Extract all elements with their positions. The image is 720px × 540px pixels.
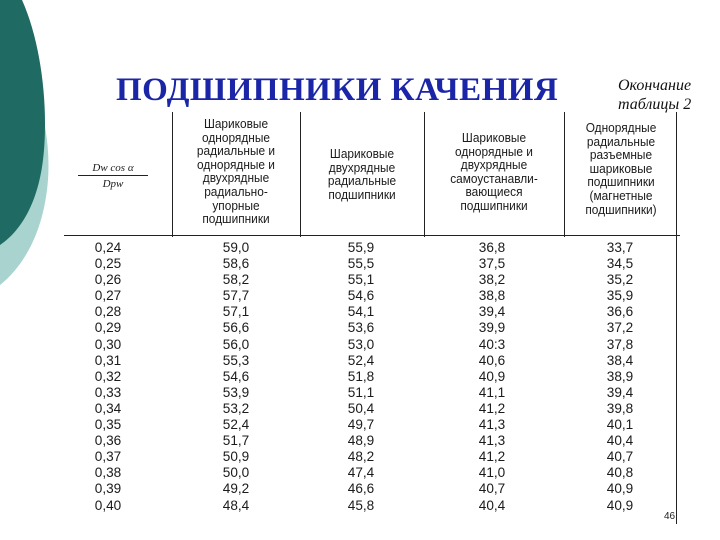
value-cell: 57,7 [222,288,250,304]
value-cell: 40,4 [478,497,506,513]
ratio-cell: 0,34 [94,400,122,416]
value-cell: 39,4 [606,384,634,400]
value-cell: 51,1 [347,384,375,400]
value-cell: 54,1 [347,304,375,320]
header-line: подшипники [202,212,270,227]
value-cell: 51,7 [222,433,250,449]
continuation-line-1: Окончание [618,77,692,94]
column-divider [172,112,173,237]
ratio-cell: 0,26 [94,272,122,288]
value-cell: 54,6 [222,368,250,384]
value-cell: 41,3 [478,433,506,449]
value-cell: 33,7 [606,240,634,255]
value-cell: 56,6 [222,320,250,336]
value-cell: 36,8 [478,240,506,255]
value-cell: 53,6 [347,320,375,336]
column-divider [564,112,565,237]
header-line: двухрядные [460,158,528,173]
value-cell: 41,1 [478,384,506,400]
value-cell: 58,2 [222,272,250,288]
ratio-cell: 0,36 [94,433,122,449]
header-line: (магнетные [589,188,653,203]
header-line: разъемные [589,148,653,163]
value-cell: 48,9 [347,433,375,449]
value-cell: 40,7 [606,449,634,465]
header-line: двухрядные [328,160,396,175]
value-cell: 40,4 [606,433,634,449]
ratio-cell: 0,32 [94,368,122,384]
value-cell: 40,7 [478,481,506,497]
header-line: Шариковые [203,117,269,131]
value-cell: 35,2 [606,272,634,288]
value-cell: 52,4 [347,352,375,368]
value-cell: 55,5 [347,256,375,272]
value-cell: 49,7 [347,417,375,433]
value-cell: 39,9 [478,320,506,336]
header-line: подшипники [328,187,396,202]
continuation-line-2: таблицы 2 [618,96,692,113]
header-line: упорные [212,198,260,213]
value-cell: 39,4 [478,304,506,320]
value-cell: 40,9 [606,481,634,497]
ratio-cell: 0,40 [94,497,122,513]
value-cell: 58,6 [222,256,250,272]
value-cell: 38,9 [606,368,634,384]
header-line: радиальные [586,134,656,149]
header-rule [64,235,680,236]
value-cell: 47,4 [347,465,375,481]
ratio-cell: 0,38 [94,465,122,481]
table-scan [64,112,680,524]
value-cell: 41,3 [478,417,506,433]
value-cell: 59,0 [222,240,250,255]
value-cell: 56,0 [222,336,250,352]
value-cell: 53,2 [222,400,250,416]
value-cell: 57,1 [222,304,250,320]
ratio-cell: 0,37 [94,449,122,465]
value-cell: 49,2 [222,481,250,497]
header-line: Шариковые [461,131,527,145]
ratio-formula-header [78,162,148,190]
column-4-values [598,240,642,514]
page-number: 46 [664,511,676,522]
value-cell: 35,9 [606,288,634,304]
header-line: подшипники) [585,202,657,217]
value-cell: 55,3 [222,352,250,368]
value-cell: 39,8 [606,400,634,416]
value-cell: 53,9 [222,384,250,400]
header-line: однорядные и [197,157,275,172]
ratio-cell: 0,29 [94,320,122,336]
value-cell: 48,2 [347,449,375,465]
value-cell: 50,0 [222,465,250,481]
column-1-values [214,240,258,514]
header-col-1 [179,118,293,227]
value-cell: 52,4 [222,417,250,433]
header-line: подшипники [460,198,528,213]
value-cell: 36,6 [606,304,634,320]
header-line: радиальные и [196,144,276,159]
ratio-cell: 0,31 [94,352,122,368]
header-line: двухрядные [202,171,270,186]
value-cell: 38,4 [606,352,634,368]
value-cell: 46,6 [347,481,375,497]
value-cell: 55,1 [347,272,375,288]
value-cell: 38,2 [478,272,506,288]
header-line: шариковые [589,161,653,176]
value-cell: 55,9 [347,240,375,255]
column-3-values [470,240,514,514]
value-cell: 53,0 [347,336,375,352]
value-cell: 50,9 [222,449,250,465]
column-ratio [84,240,132,514]
ratio-cell: 0,35 [94,417,122,433]
header-line: подшипники [587,175,655,190]
header-col-2 [307,148,417,202]
header-line: вающиеся [465,185,523,200]
ratio-cell: 0,30 [94,336,122,352]
header-col-4 [571,122,672,217]
ratio-cell: 0,24 [94,240,122,255]
header-line: Однорядные [585,121,657,135]
column-divider [424,112,425,237]
ratio-cell: 0,39 [94,481,122,497]
table-continuation-note [618,76,718,114]
value-cell: 50,4 [347,400,375,416]
value-cell: 54,6 [347,288,375,304]
ratio-cell: 0,28 [94,304,122,320]
value-cell: 38,8 [478,288,506,304]
value-cell: 41,0 [478,465,506,481]
value-cell: 40,8 [606,465,634,481]
formula-denominator: Dpw [102,178,124,190]
value-cell: 40,9 [606,497,634,513]
value-cell: 37,8 [606,336,634,352]
header-line: радиально- [204,184,268,199]
value-cell: 40,1 [606,417,634,433]
value-cell: 51,8 [347,368,375,384]
ratio-cell: 0,27 [94,288,122,304]
ratio-cell: 0,25 [94,256,122,272]
value-cell: 40,6 [478,352,506,368]
value-cell: 48,4 [222,497,250,513]
value-cell: 41,2 [478,449,506,465]
value-cell: 37,2 [606,320,634,336]
column-divider [676,112,677,524]
ratio-cell: 0,33 [94,384,122,400]
value-cell: 40,9 [478,368,506,384]
header-line: Шариковые [329,147,395,161]
header-line: самоустанавли- [450,171,538,186]
header-line: однорядные [202,130,270,145]
value-cell: 34,5 [606,256,634,272]
value-cell: 41,2 [478,400,506,416]
formula-numerator: Dw cos α [78,162,148,176]
value-cell: 40:3 [478,336,506,352]
column-divider [300,112,301,237]
header-line: радиальные [327,174,397,189]
header-line: однорядные и [455,144,533,159]
header-col-3 [431,132,556,214]
slide-title: ПОДШИПНИКИ КАЧЕНИЯ [116,72,559,108]
decorative-side-shape [0,0,60,300]
column-2-values [339,240,383,514]
value-cell: 45,8 [347,497,375,513]
value-cell: 37,5 [478,256,506,272]
